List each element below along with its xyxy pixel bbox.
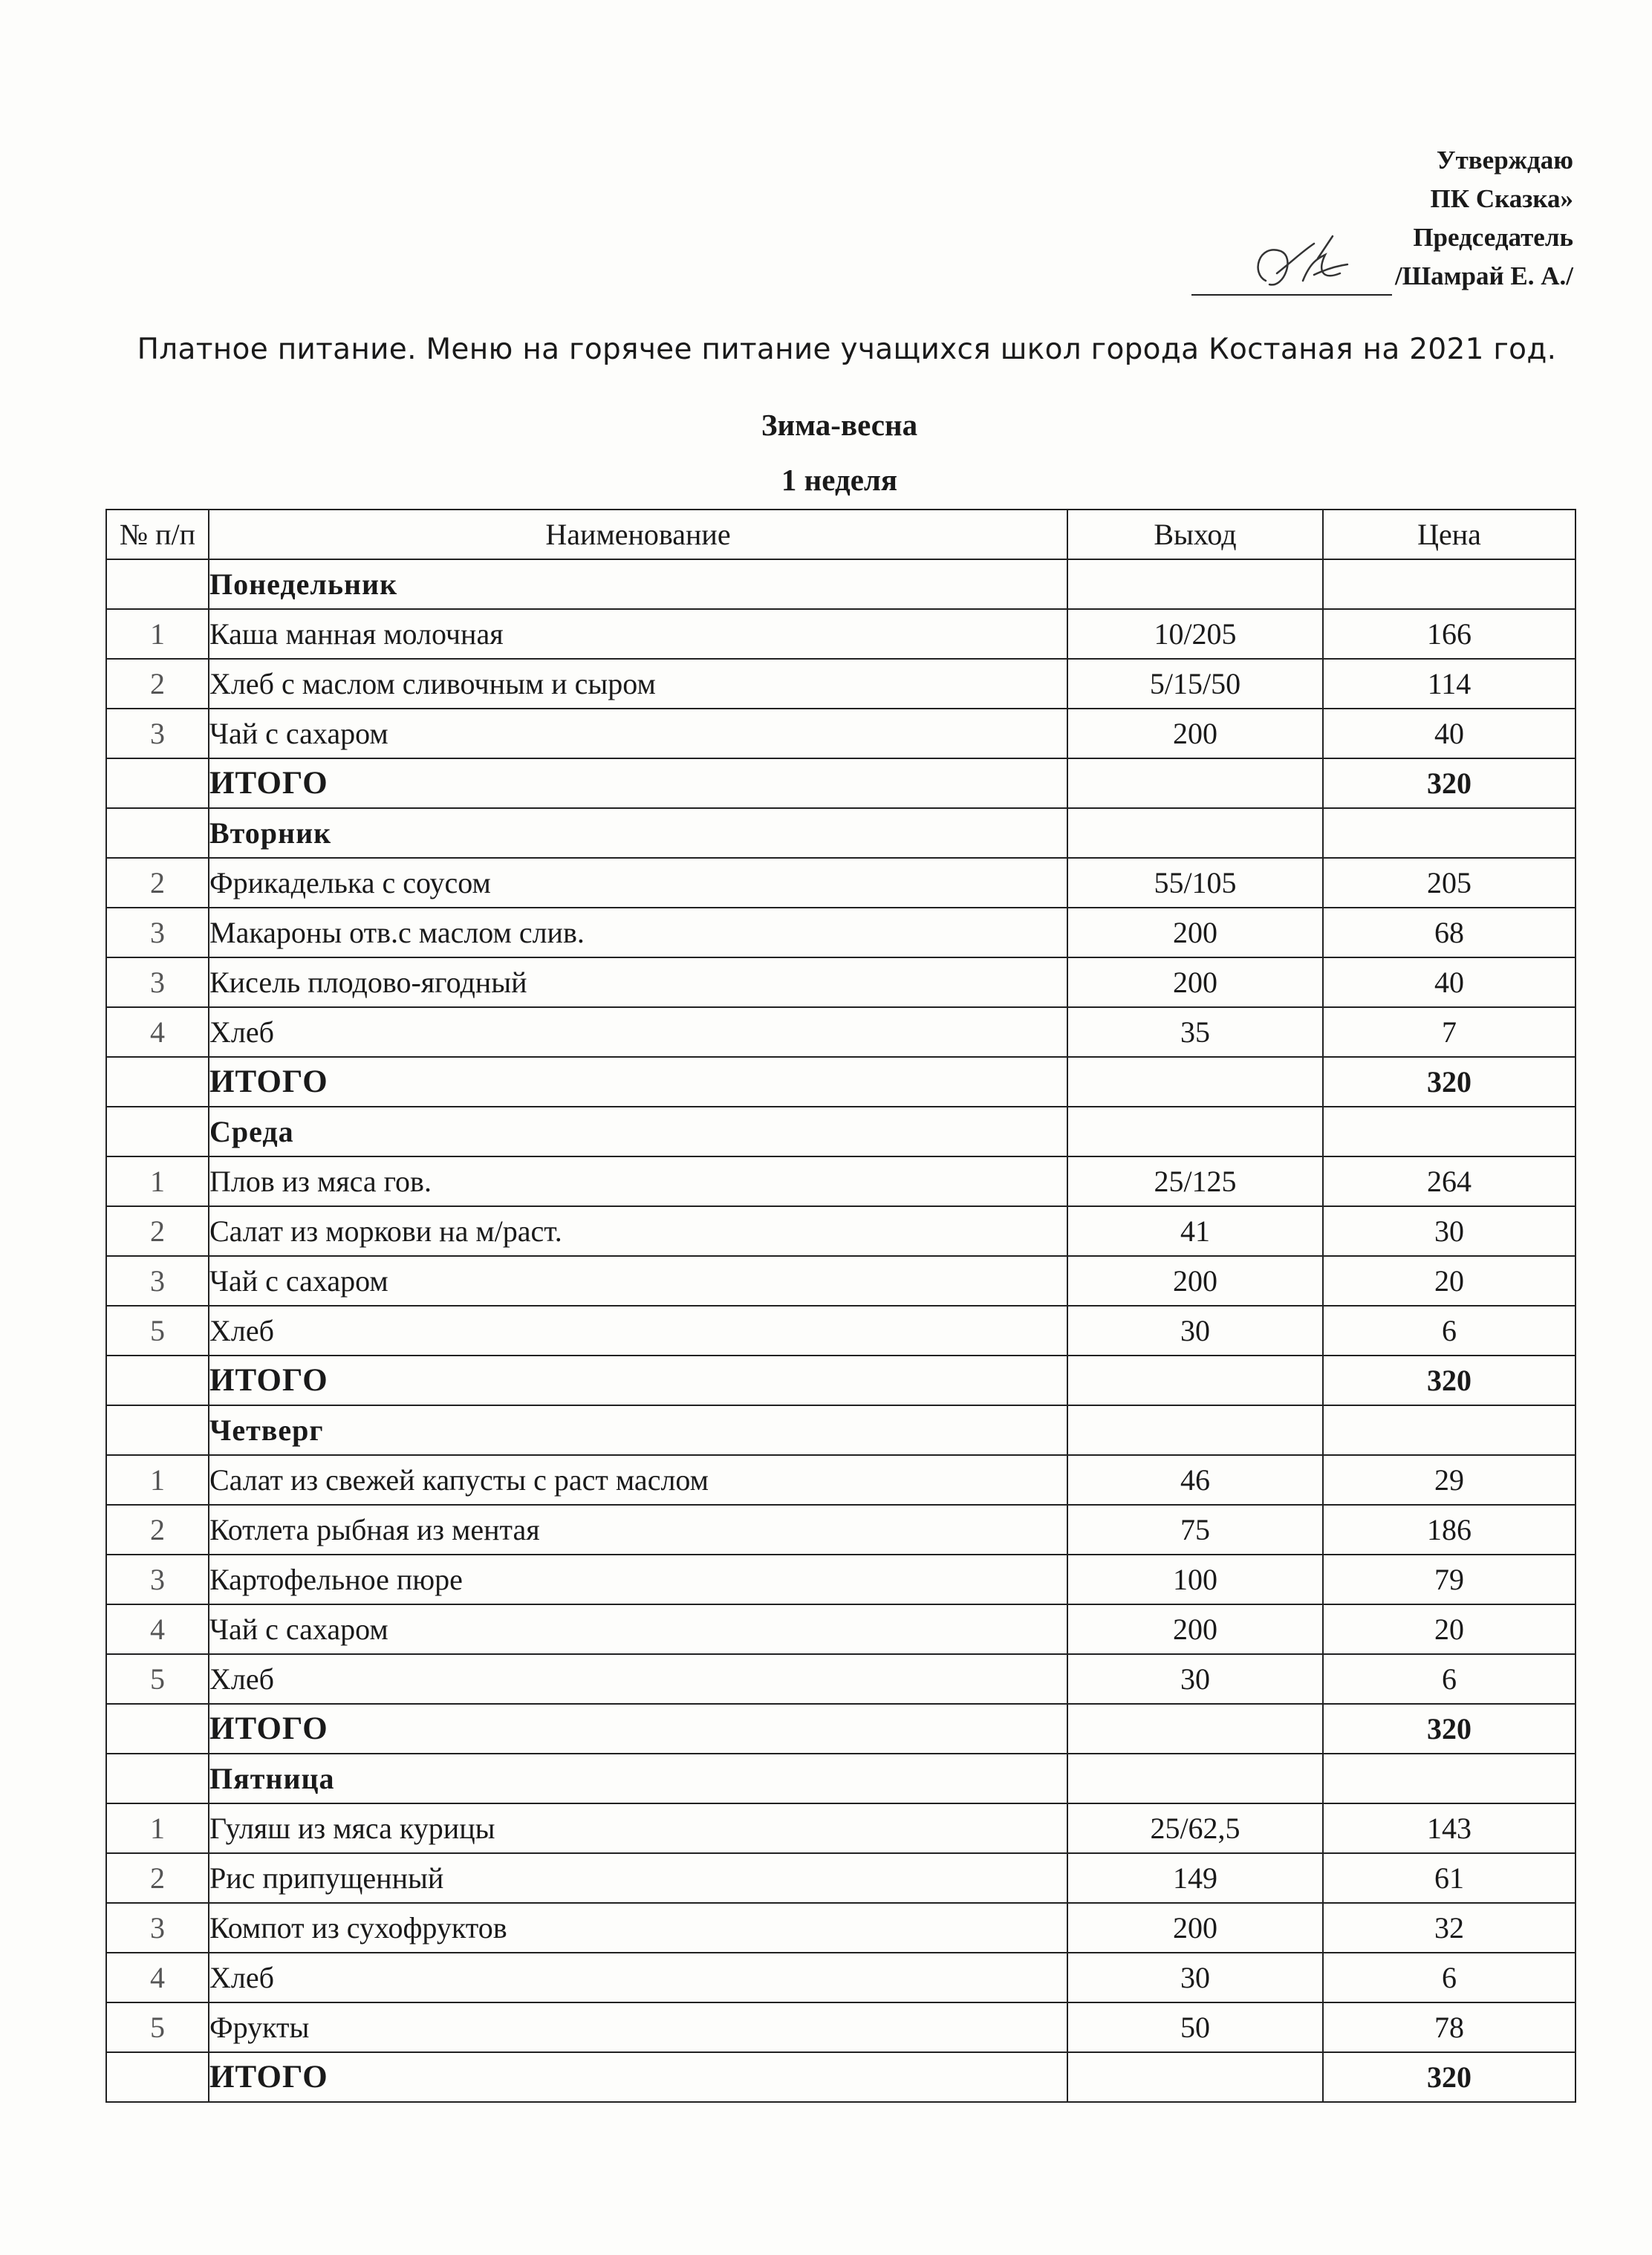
cell-output <box>1067 2052 1323 2102</box>
cell-num: 4 <box>106 1953 209 2002</box>
cell-num: 2 <box>106 1505 209 1555</box>
cell-num <box>106 1704 209 1754</box>
cell-price: 20 <box>1323 1256 1575 1306</box>
cell-name: Пятница <box>209 1754 1067 1803</box>
cell-num: 3 <box>106 908 209 957</box>
cell-price: 30 <box>1323 1206 1575 1256</box>
table-row <box>106 1654 1575 1704</box>
day-header-row <box>106 808 1575 858</box>
header-output: Выход <box>1067 510 1323 559</box>
cell-num: 2 <box>106 858 209 908</box>
approval-signature-row <box>1191 257 1573 296</box>
cell-price: 320 <box>1323 1356 1575 1405</box>
cell-price: 320 <box>1323 1057 1575 1107</box>
cell-name: ИТОГО <box>209 2052 1067 2102</box>
cell-output: 149 <box>1067 1853 1323 1903</box>
approval-line-approve: Утверждаю <box>1436 146 1573 175</box>
table-row <box>106 1555 1575 1604</box>
cell-output: 75 <box>1067 1505 1323 1555</box>
cell-output: 25/62,5 <box>1067 1803 1323 1853</box>
table-row <box>106 709 1575 758</box>
cell-name: Хлеб с маслом сливочным и сыром <box>209 659 1067 709</box>
table-row <box>106 659 1575 709</box>
total-row <box>106 1057 1575 1107</box>
cell-price <box>1323 559 1575 609</box>
cell-output <box>1067 1356 1323 1405</box>
cell-num: 4 <box>106 1604 209 1654</box>
cell-price: 78 <box>1323 2002 1575 2052</box>
cell-name: Гуляш из мяса курицы <box>209 1803 1067 1853</box>
cell-price: 320 <box>1323 1704 1575 1754</box>
table-row <box>106 1206 1575 1256</box>
document-title: Платное питание. Меню на горячее питание учащихся школ города Костаная на 2021 год. <box>137 333 1557 366</box>
cell-name: Фрикаделька с соусом <box>209 858 1067 908</box>
cell-price: 320 <box>1323 2052 1575 2102</box>
cell-price: 40 <box>1323 709 1575 758</box>
cell-num: 4 <box>106 1007 209 1057</box>
cell-price <box>1323 808 1575 858</box>
cell-name: Хлеб <box>209 1654 1067 1704</box>
cell-num: 1 <box>106 609 209 659</box>
header-price: Цена <box>1323 510 1575 559</box>
cell-output: 100 <box>1067 1555 1323 1604</box>
table-row <box>106 1256 1575 1306</box>
day-header-row <box>106 1754 1575 1803</box>
cell-output <box>1067 758 1323 808</box>
day-header-row <box>106 559 1575 609</box>
menu-table-body <box>106 559 1575 2102</box>
approval-line-org: ПК Сказка» <box>1430 184 1573 213</box>
cell-price: 186 <box>1323 1505 1575 1555</box>
table-row <box>106 1455 1575 1505</box>
cell-output: 30 <box>1067 1654 1323 1704</box>
cell-num: 3 <box>106 957 209 1007</box>
cell-num: 3 <box>106 709 209 758</box>
cell-name: Хлеб <box>209 1306 1067 1356</box>
cell-name: Понедельник <box>209 559 1067 609</box>
signature-icon <box>1243 229 1355 303</box>
cell-output: 5/15/50 <box>1067 659 1323 709</box>
table-header-row <box>106 510 1575 559</box>
cell-num: 3 <box>106 1256 209 1306</box>
cell-output: 46 <box>1067 1455 1323 1505</box>
cell-name: Макароны отв.с маслом слив. <box>209 908 1067 957</box>
table-row <box>106 908 1575 957</box>
table-row <box>106 1007 1575 1057</box>
total-row <box>106 2052 1575 2102</box>
cell-name: Рис припущенный <box>209 1853 1067 1903</box>
table-row <box>106 609 1575 659</box>
menu-table <box>105 509 1576 2103</box>
cell-num: 2 <box>106 659 209 709</box>
cell-num <box>106 1754 209 1803</box>
cell-num <box>106 1356 209 1405</box>
cell-name: Чай с сахаром <box>209 1256 1067 1306</box>
cell-price: 32 <box>1323 1903 1575 1953</box>
cell-output: 50 <box>1067 2002 1323 2052</box>
cell-name: Хлеб <box>209 1953 1067 2002</box>
table-row <box>106 1803 1575 1853</box>
table-row <box>106 1903 1575 1953</box>
cell-num: 2 <box>106 1853 209 1903</box>
cell-output: 200 <box>1067 908 1323 957</box>
table-row <box>106 1156 1575 1206</box>
day-header-row <box>106 1405 1575 1455</box>
cell-output <box>1067 808 1323 858</box>
table-row <box>106 957 1575 1007</box>
cell-num <box>106 559 209 609</box>
total-row <box>106 1704 1575 1754</box>
total-row <box>106 1356 1575 1405</box>
cell-output: 200 <box>1067 1903 1323 1953</box>
table-row <box>106 858 1575 908</box>
approval-line-position: Председатель <box>1413 223 1573 252</box>
cell-price: 114 <box>1323 659 1575 709</box>
cell-output <box>1067 1107 1323 1156</box>
cell-name: Картофельное пюре <box>209 1555 1067 1604</box>
table-row <box>106 1853 1575 1903</box>
cell-num: 5 <box>106 1654 209 1704</box>
cell-output: 30 <box>1067 1953 1323 2002</box>
table-row <box>106 2002 1575 2052</box>
cell-name: Четверг <box>209 1405 1067 1455</box>
approval-block <box>1191 141 1573 296</box>
cell-num: 1 <box>106 1455 209 1505</box>
cell-output <box>1067 559 1323 609</box>
cell-price: 264 <box>1323 1156 1575 1206</box>
cell-name: ИТОГО <box>209 1704 1067 1754</box>
cell-price: 205 <box>1323 858 1575 908</box>
cell-output <box>1067 1704 1323 1754</box>
cell-name: Котлета рыбная из ментая <box>209 1505 1067 1555</box>
cell-num <box>106 2052 209 2102</box>
cell-output: 10/205 <box>1067 609 1323 659</box>
cell-name: Чай с сахаром <box>209 1604 1067 1654</box>
cell-price: 79 <box>1323 1555 1575 1604</box>
table-row <box>106 1953 1575 2002</box>
cell-price: 6 <box>1323 1654 1575 1704</box>
cell-output <box>1067 1405 1323 1455</box>
header-name: Наименование <box>209 510 1067 559</box>
cell-price: 68 <box>1323 908 1575 957</box>
cell-price: 320 <box>1323 758 1575 808</box>
season-heading: Зима-весна <box>761 408 918 442</box>
cell-num <box>106 1405 209 1455</box>
cell-name: ИТОГО <box>209 758 1067 808</box>
cell-num <box>106 808 209 858</box>
cell-num <box>106 758 209 808</box>
cell-output: 41 <box>1067 1206 1323 1256</box>
cell-num: 3 <box>106 1903 209 1953</box>
cell-output: 30 <box>1067 1306 1323 1356</box>
cell-output: 35 <box>1067 1007 1323 1057</box>
cell-output: 25/125 <box>1067 1156 1323 1206</box>
cell-price <box>1323 1754 1575 1803</box>
cell-output: 55/105 <box>1067 858 1323 908</box>
cell-output <box>1067 1057 1323 1107</box>
cell-price: 166 <box>1323 609 1575 659</box>
cell-output <box>1067 1754 1323 1803</box>
week-heading: 1 неделя <box>781 463 898 497</box>
cell-name: Чай с сахаром <box>209 709 1067 758</box>
cell-output: 200 <box>1067 1604 1323 1654</box>
signature-line <box>1191 272 1392 296</box>
cell-name: ИТОГО <box>209 1057 1067 1107</box>
cell-price: 20 <box>1323 1604 1575 1654</box>
cell-price: 143 <box>1323 1803 1575 1853</box>
cell-num: 5 <box>106 2002 209 2052</box>
cell-num <box>106 1057 209 1107</box>
cell-num: 5 <box>106 1306 209 1356</box>
cell-price: 6 <box>1323 1953 1575 2002</box>
cell-price: 7 <box>1323 1007 1575 1057</box>
cell-price: 6 <box>1323 1306 1575 1356</box>
cell-price: 40 <box>1323 957 1575 1007</box>
day-header-row <box>106 1107 1575 1156</box>
cell-name: ИТОГО <box>209 1356 1067 1405</box>
cell-num: 1 <box>106 1156 209 1206</box>
cell-name: Каша манная молочная <box>209 609 1067 659</box>
cell-price <box>1323 1107 1575 1156</box>
approval-signatory: /Шамрай Е. А./ <box>1395 261 1573 290</box>
cell-price: 29 <box>1323 1455 1575 1505</box>
cell-name: Салат из свежей капусты с раст маслом <box>209 1455 1067 1505</box>
cell-name: Компот из сухофруктов <box>209 1903 1067 1953</box>
cell-num: 3 <box>106 1555 209 1604</box>
cell-num <box>106 1107 209 1156</box>
cell-name: Фрукты <box>209 2002 1067 2052</box>
cell-output: 200 <box>1067 1256 1323 1306</box>
cell-output: 200 <box>1067 709 1323 758</box>
cell-output: 200 <box>1067 957 1323 1007</box>
cell-name: Кисель плодово-ягодный <box>209 957 1067 1007</box>
cell-name: Среда <box>209 1107 1067 1156</box>
total-row <box>106 758 1575 808</box>
cell-name: Вторник <box>209 808 1067 858</box>
table-row <box>106 1306 1575 1356</box>
header-num: № п/п <box>106 510 209 559</box>
cell-name: Салат из моркови на м/раст. <box>209 1206 1067 1256</box>
cell-name: Плов из мяса гов. <box>209 1156 1067 1206</box>
cell-price <box>1323 1405 1575 1455</box>
table-row <box>106 1505 1575 1555</box>
cell-price: 61 <box>1323 1853 1575 1903</box>
cell-num: 1 <box>106 1803 209 1853</box>
cell-name: Хлеб <box>209 1007 1067 1057</box>
cell-num: 2 <box>106 1206 209 1256</box>
table-row <box>106 1604 1575 1654</box>
